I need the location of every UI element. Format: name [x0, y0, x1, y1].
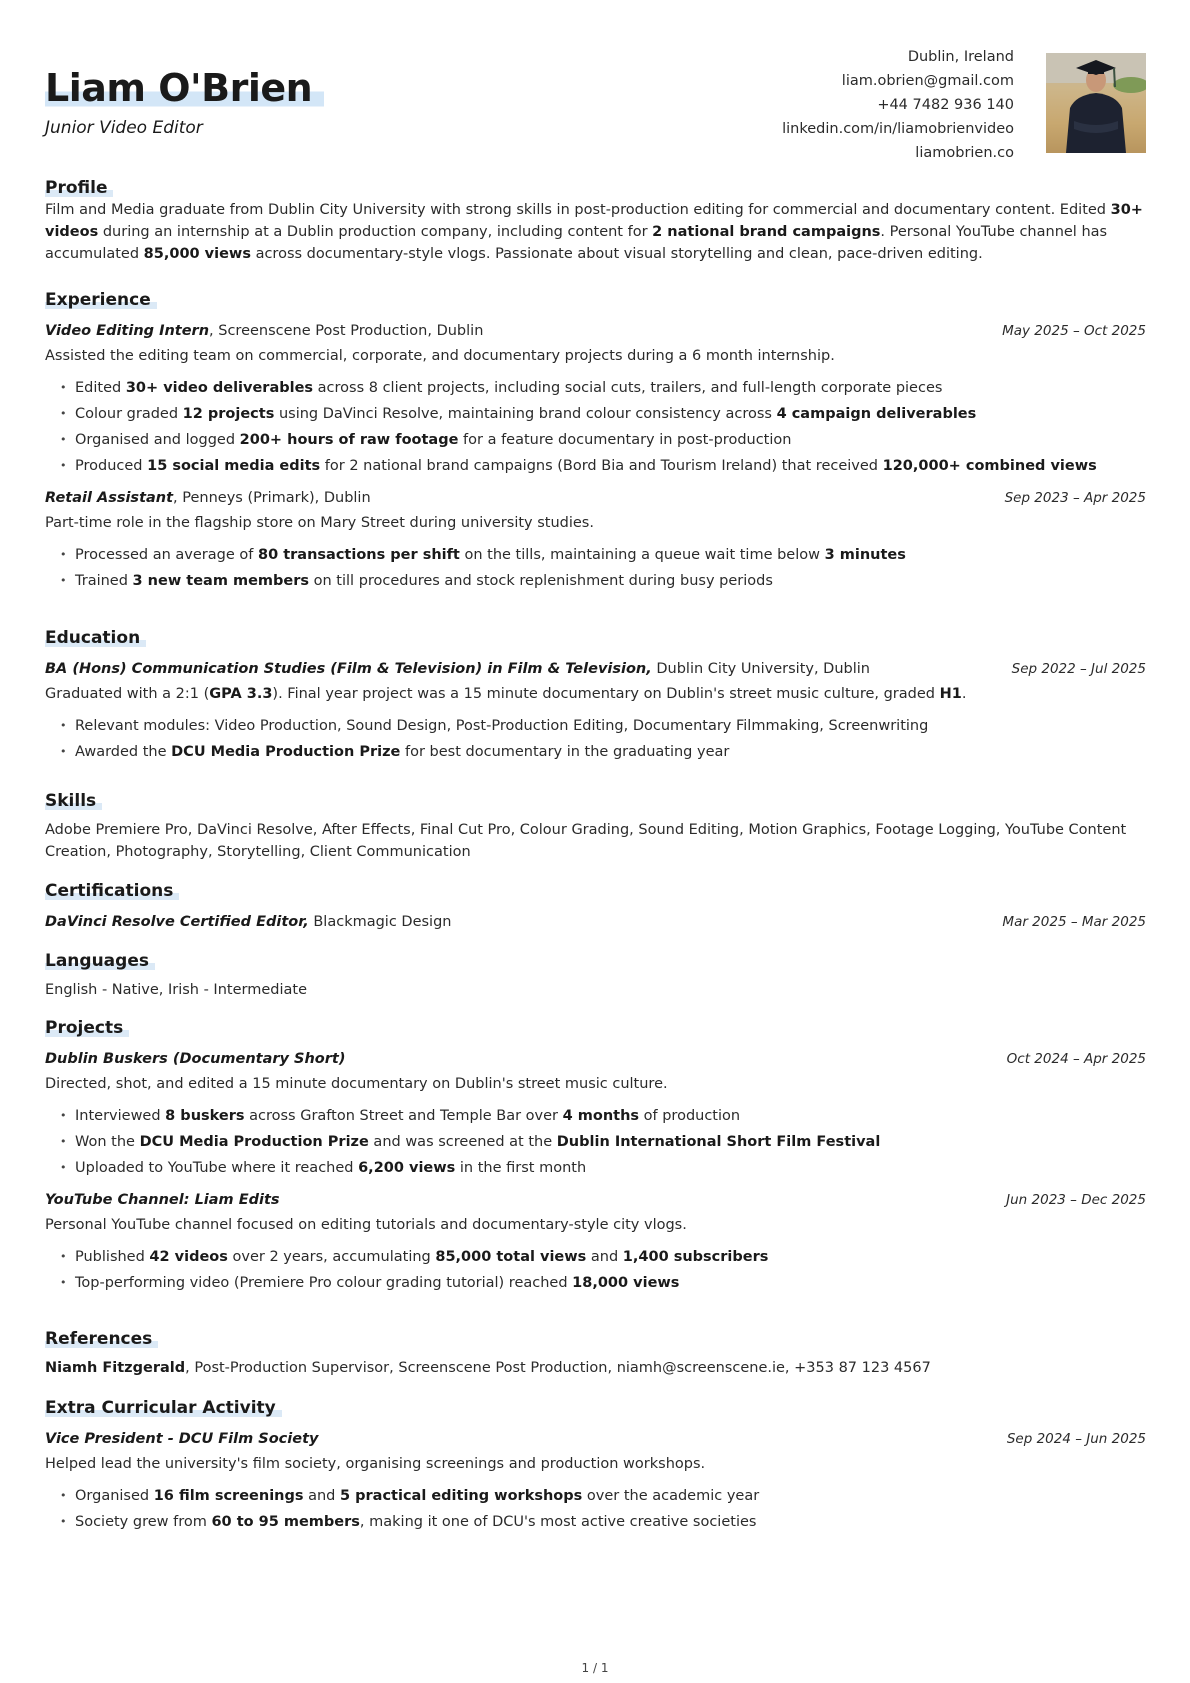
- entry-header: [45, 658, 1146, 680]
- entry-bullets: [45, 375, 1146, 479]
- bullet-item: • Society grew from 60 to 95 members, making it one of DCU's most active creative societies: [75, 1509, 1146, 1535]
- resume-page: [45, 0, 1146, 1530]
- section-heading-skills: Skills: [45, 791, 102, 811]
- certification-name: DaVinci Resolve Certified Editor,: [45, 914, 309, 930]
- bullet-item: • Won the DCU Media Production Prize and was screened at the Dublin International Short Film Festival: [75, 1129, 1146, 1155]
- bullet-item: • Processed an average of 80 transactions per shift on the tills, maintaining a queue wait time below 3 minutes: [75, 542, 1146, 568]
- project-entry: [45, 1048, 1146, 1181]
- certifications-section: [45, 881, 1146, 933]
- entry-header: [45, 1048, 1146, 1070]
- candidate-name-text: Liam O'Brien: [45, 66, 324, 110]
- experience-section: [45, 290, 1146, 594]
- section-heading-references: References: [45, 1329, 158, 1349]
- languages-list: English - Native, Irish - Intermediate: [45, 982, 307, 998]
- entry-summary: Directed, shot, and edited a 15 minute documentary on Dublin's street music culture.: [45, 1076, 668, 1092]
- entry-dates: Sep 2023 – Apr 2025: [1004, 490, 1146, 506]
- entry-header: [45, 1189, 1146, 1211]
- section-heading-education: Education: [45, 628, 146, 648]
- section-heading-certifications: Certifications: [45, 881, 179, 901]
- experience-entry: [45, 487, 1146, 594]
- languages-section: [45, 951, 1146, 1001]
- education-section: [45, 628, 1146, 765]
- contact-location: Dublin, Ireland: [907, 49, 1014, 65]
- bullet-item: • Awarded the DCU Media Production Prize for best documentary in the graduating year: [75, 739, 1146, 765]
- entry-header: [45, 487, 1146, 509]
- extracurricular-section: [45, 1398, 1146, 1535]
- profile-section: [45, 178, 1146, 265]
- bullet-item: • Top-performing video (Premiere Pro colour grading tutorial) reached 18,000 views: [75, 1270, 1146, 1296]
- entry-summary: Helped lead the university's film society, organising screenings and production workshops.: [45, 1456, 706, 1472]
- bullet-item: • Trained 3 new team members on till procedures and stock replenishment during busy periods: [75, 568, 1146, 594]
- graduate-portrait-icon: [1046, 53, 1146, 153]
- reference-details: , Post-Production Supervisor, Screenscene Post Production, niamh@screenscene.ie, +353 87 123 4567: [185, 1360, 931, 1376]
- section-heading-profile: Profile: [45, 178, 113, 198]
- project-title: YouTube Channel: Liam Edits: [45, 1192, 280, 1208]
- bullet-item: • Produced 15 social media edits for 2 national brand campaigns (Bord Bia and Tourism Ireland) that received 120,000+ combined views: [75, 453, 1146, 479]
- entry-dates: Mar 2025 – Mar 2025: [1002, 914, 1146, 930]
- certification-entry: [45, 911, 1146, 933]
- resume-header: [45, 0, 1146, 170]
- degree-name: BA (Hons) Communication Studies (Film & Television) in Film & Television,: [45, 661, 652, 677]
- section-heading-projects: Projects: [45, 1018, 129, 1038]
- certification-issuer: Blackmagic Design: [308, 914, 452, 930]
- bullet-item: • Relevant modules: Video Production, Sound Design, Post-Production Editing, Documentary Filmmaking, Screenwriting: [75, 713, 1146, 739]
- entry-dates: Sep 2022 – Jul 2025: [1011, 661, 1146, 677]
- contact-phone: +44 7482 936 140: [877, 97, 1014, 113]
- entry-bullets: [45, 713, 1146, 765]
- contact-website[interactable]: liamobrien.co: [915, 145, 1014, 161]
- references-section: [45, 1329, 1146, 1379]
- experience-entry: [45, 320, 1146, 479]
- entry-bullets: [45, 1103, 1146, 1181]
- entry-dates: Jun 2023 – Dec 2025: [1006, 1192, 1146, 1208]
- activity-entry: [45, 1428, 1146, 1535]
- bullet-item: • Organised 16 film screenings and 5 practical editing workshops over the academic year: [75, 1483, 1146, 1509]
- activity-role: Vice President - DCU Film Society: [45, 1431, 319, 1447]
- contact-linkedin[interactable]: linkedin.com/in/liamobrienvideo: [782, 121, 1014, 137]
- section-heading-languages: Languages: [45, 951, 155, 971]
- entry-summary: Graduated with a 2:1 (GPA 3.3). Final year project was a 15 minute documentary on Dublin's street music culture, graded H1.: [45, 686, 967, 702]
- reference-name: Niamh Fitzgerald: [45, 1360, 186, 1376]
- bullet-item: • Uploaded to YouTube where it reached 6,200 views in the first month: [75, 1155, 1146, 1181]
- skills-list: Adobe Premiere Pro, DaVinci Resolve, After Effects, Final Cut Pro, Colour Grading, Sound Editing, Motion Graphics, Footage Logging, YouTube Content Creation, Photography, Storytelling, Client Communication: [45, 822, 1127, 860]
- reference-entry: [45, 1357, 1146, 1379]
- entry-summary: Part-time role in the flagship store on Mary Street during university studies.: [45, 515, 594, 531]
- entry-org: , Penneys (Primark), Dublin: [173, 490, 371, 506]
- page-number: 1 / 1: [581, 1661, 609, 1675]
- profile-photo: [1046, 53, 1146, 153]
- entry-bullets: [45, 542, 1146, 594]
- bullet-item: • Organised and logged 200+ hours of raw footage for a feature documentary in post-production: [75, 427, 1146, 453]
- project-title: Dublin Buskers (Documentary Short): [45, 1051, 346, 1067]
- bullet-item: • Edited 30+ video deliverables across 8 client projects, including social cuts, trailers, and full-length corporate pieces: [75, 375, 1146, 401]
- entry-header: [45, 320, 1146, 342]
- entry-header: [45, 1428, 1146, 1450]
- entry-dates: May 2025 – Oct 2025: [1002, 323, 1146, 339]
- bullet-item: • Published 42 videos over 2 years, accumulating 85,000 total views and 1,400 subscribers: [75, 1244, 1146, 1270]
- candidate-name: [45, 66, 324, 110]
- contact-email[interactable]: liam.obrien@gmail.com: [841, 73, 1014, 89]
- entry-role: Retail Assistant: [45, 490, 174, 506]
- skills-section: [45, 791, 1146, 863]
- bullet-item: • Colour graded 12 projects using DaVinci Resolve, maintaining brand colour consistency across 4 campaign deliverables: [75, 401, 1146, 427]
- bullet-item: • Interviewed 8 buskers across Grafton Street and Temple Bar over 4 months of production: [75, 1103, 1146, 1129]
- project-entry: [45, 1189, 1146, 1296]
- entry-dates: Sep 2024 – Jun 2025: [1006, 1431, 1146, 1447]
- institution: Dublin City University, Dublin: [651, 661, 870, 677]
- entry-role: Video Editing Intern: [45, 323, 210, 339]
- entry-bullets: [45, 1483, 1146, 1535]
- entry-dates: Oct 2024 – Apr 2025: [1006, 1051, 1146, 1067]
- entry-summary: Personal YouTube channel focused on editing tutorials and documentary-style city vlogs.: [45, 1217, 687, 1233]
- section-heading-experience: Experience: [45, 290, 157, 310]
- education-entry: [45, 658, 1146, 765]
- contact-block: [782, 45, 1014, 165]
- projects-section: [45, 1018, 1146, 1296]
- entry-summary: Assisted the editing team on commercial, corporate, and documentary projects during a 6 month internship.: [45, 348, 835, 364]
- profile-summary: Film and Media graduate from Dublin City University with strong skills in post-production editing for commercial and documentary content. Edited 30+ videos during an internship at a Dublin production company, including content for 2 national brand campaigns. Personal YouTube channel has accumulated 85,000 views across documentary-style vlogs. Passionate about visual storytelling and clean, pace-driven editing.: [45, 202, 1143, 262]
- job-title: Junior Video Editor: [45, 118, 203, 138]
- section-heading-extracurricular: Extra Curricular Activity: [45, 1398, 282, 1418]
- entry-org: , Screenscene Post Production, Dublin: [209, 323, 484, 339]
- entry-bullets: [45, 1244, 1146, 1296]
